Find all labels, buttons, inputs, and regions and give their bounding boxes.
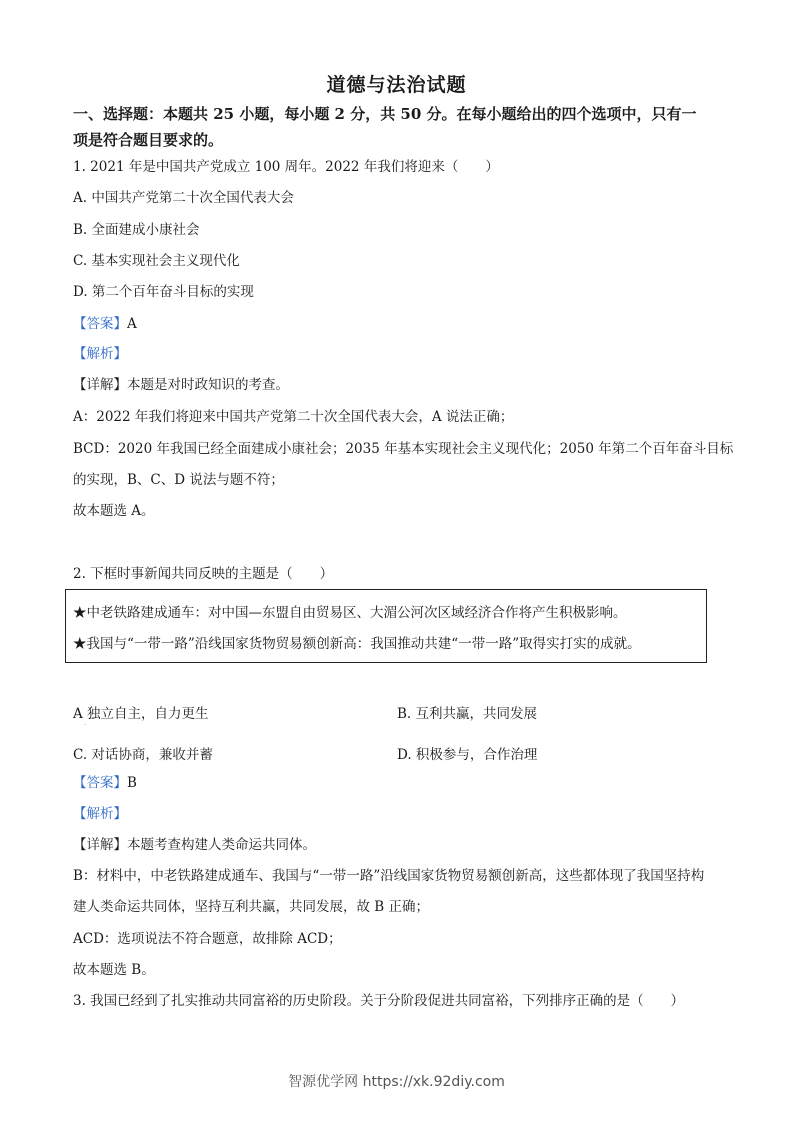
q1-conclusion: 故本题选 A。 xyxy=(73,503,155,519)
q2-news-box xyxy=(65,589,707,663)
stray-mark: · xyxy=(84,722,86,729)
q2-news-item-2: ★我国与“一带一路”沿线国家货物贸易额创新高：我国推动共建“一带一路”取得实打实的成就。 xyxy=(73,636,641,652)
detail-text: 本题考查构建人类命运共同体。 xyxy=(127,837,316,853)
q1-answer xyxy=(73,315,137,333)
q1-detail xyxy=(73,376,289,394)
section-heading-line2: 项是符合题目要求的。 xyxy=(73,131,224,149)
q2-conclusion: 故本题选 B。 xyxy=(73,962,155,978)
q2-option-b: B. 互利共赢，共同发展 xyxy=(397,706,538,722)
page-title: 道德与法治试题 xyxy=(326,74,467,96)
q1-option-d: D. 第二个百年奋斗目标的实现 xyxy=(73,284,254,300)
q2-news-item-1: ★中老铁路建成通车：对中国—东盟自由贸易区、大湄公河次区域经济合作将产生积极影响。 xyxy=(73,605,627,621)
q2-option-a: A 独立自主，自力更生 xyxy=(73,706,209,722)
q2-explain-b-2: 建人类命运共同体，坚持互利共赢，共同发展，故 B 正确； xyxy=(73,899,430,915)
q2-detail xyxy=(73,836,316,854)
q1-option-a: A. 中国共产党第二十次全国代表大会 xyxy=(73,190,294,206)
q2-explain-b-1: B：材料中，中老铁路建成通车、我国与“一带一路”沿线国家货物贸易额创新高，这些都体现了我国坚持构 xyxy=(73,868,705,884)
detail-tag: 【详解】 xyxy=(73,837,127,853)
detail-tag: 【详解】 xyxy=(73,377,127,393)
q2-analysis-tag: 【解析】 xyxy=(73,806,127,822)
q2-answer xyxy=(73,774,137,792)
footer-watermark: 智源优学网 https://xk.92diy.com xyxy=(288,1074,505,1090)
section-heading-line1: 一、选择题：本题共 25 小题，每小题 2 分，共 50 分。在每小题给出的四个选项中，只有一 xyxy=(73,105,697,123)
detail-text: 本题是对时政知识的考查。 xyxy=(127,377,289,393)
answer-tag: 【答案】 xyxy=(73,775,127,791)
q1-explain-bcd-1: BCD：2020 年我国已经全面建成小康社会；2035 年基本实现社会主义现代化；2050 年第二个百年奋斗目标 xyxy=(73,441,734,457)
q2-stem: 2. 下框时事新闻共同反映的主题是（ ） xyxy=(73,566,334,582)
q2-option-d: D. 积极参与，合作治理 xyxy=(397,747,538,763)
q3-stem: 3. 我国已经到了扎实推动共同富裕的历史阶段。关于分阶段促进共同富裕，下列排序正确的是（ ） xyxy=(73,993,685,1009)
q1-option-c: C. 基本实现社会主义现代化 xyxy=(73,253,240,269)
q1-option-b: B. 全面建成小康社会 xyxy=(73,222,200,238)
answer-value: B xyxy=(127,775,137,791)
q2-explain-acd: ACD：选项说法不符合题意，故排除 ACD； xyxy=(73,931,342,947)
q1-stem: 1. 2021 年是中国共产党成立 100 周年。2022 年我们将迎来（ ） xyxy=(73,159,499,175)
answer-tag: 【答案】 xyxy=(73,316,127,332)
answer-value: A xyxy=(127,316,137,332)
q1-analysis-tag: 【解析】 xyxy=(73,346,127,362)
q2-option-c: C. 对话协商，兼收并蓄 xyxy=(73,747,213,763)
q1-explain-bcd-2: 的实现，B、C、D 说法与题不符； xyxy=(73,472,284,488)
q1-explain-a: A：2022 年我们将迎来中国共产党第二十次全国代表大会，A 说法正确； xyxy=(73,409,514,425)
